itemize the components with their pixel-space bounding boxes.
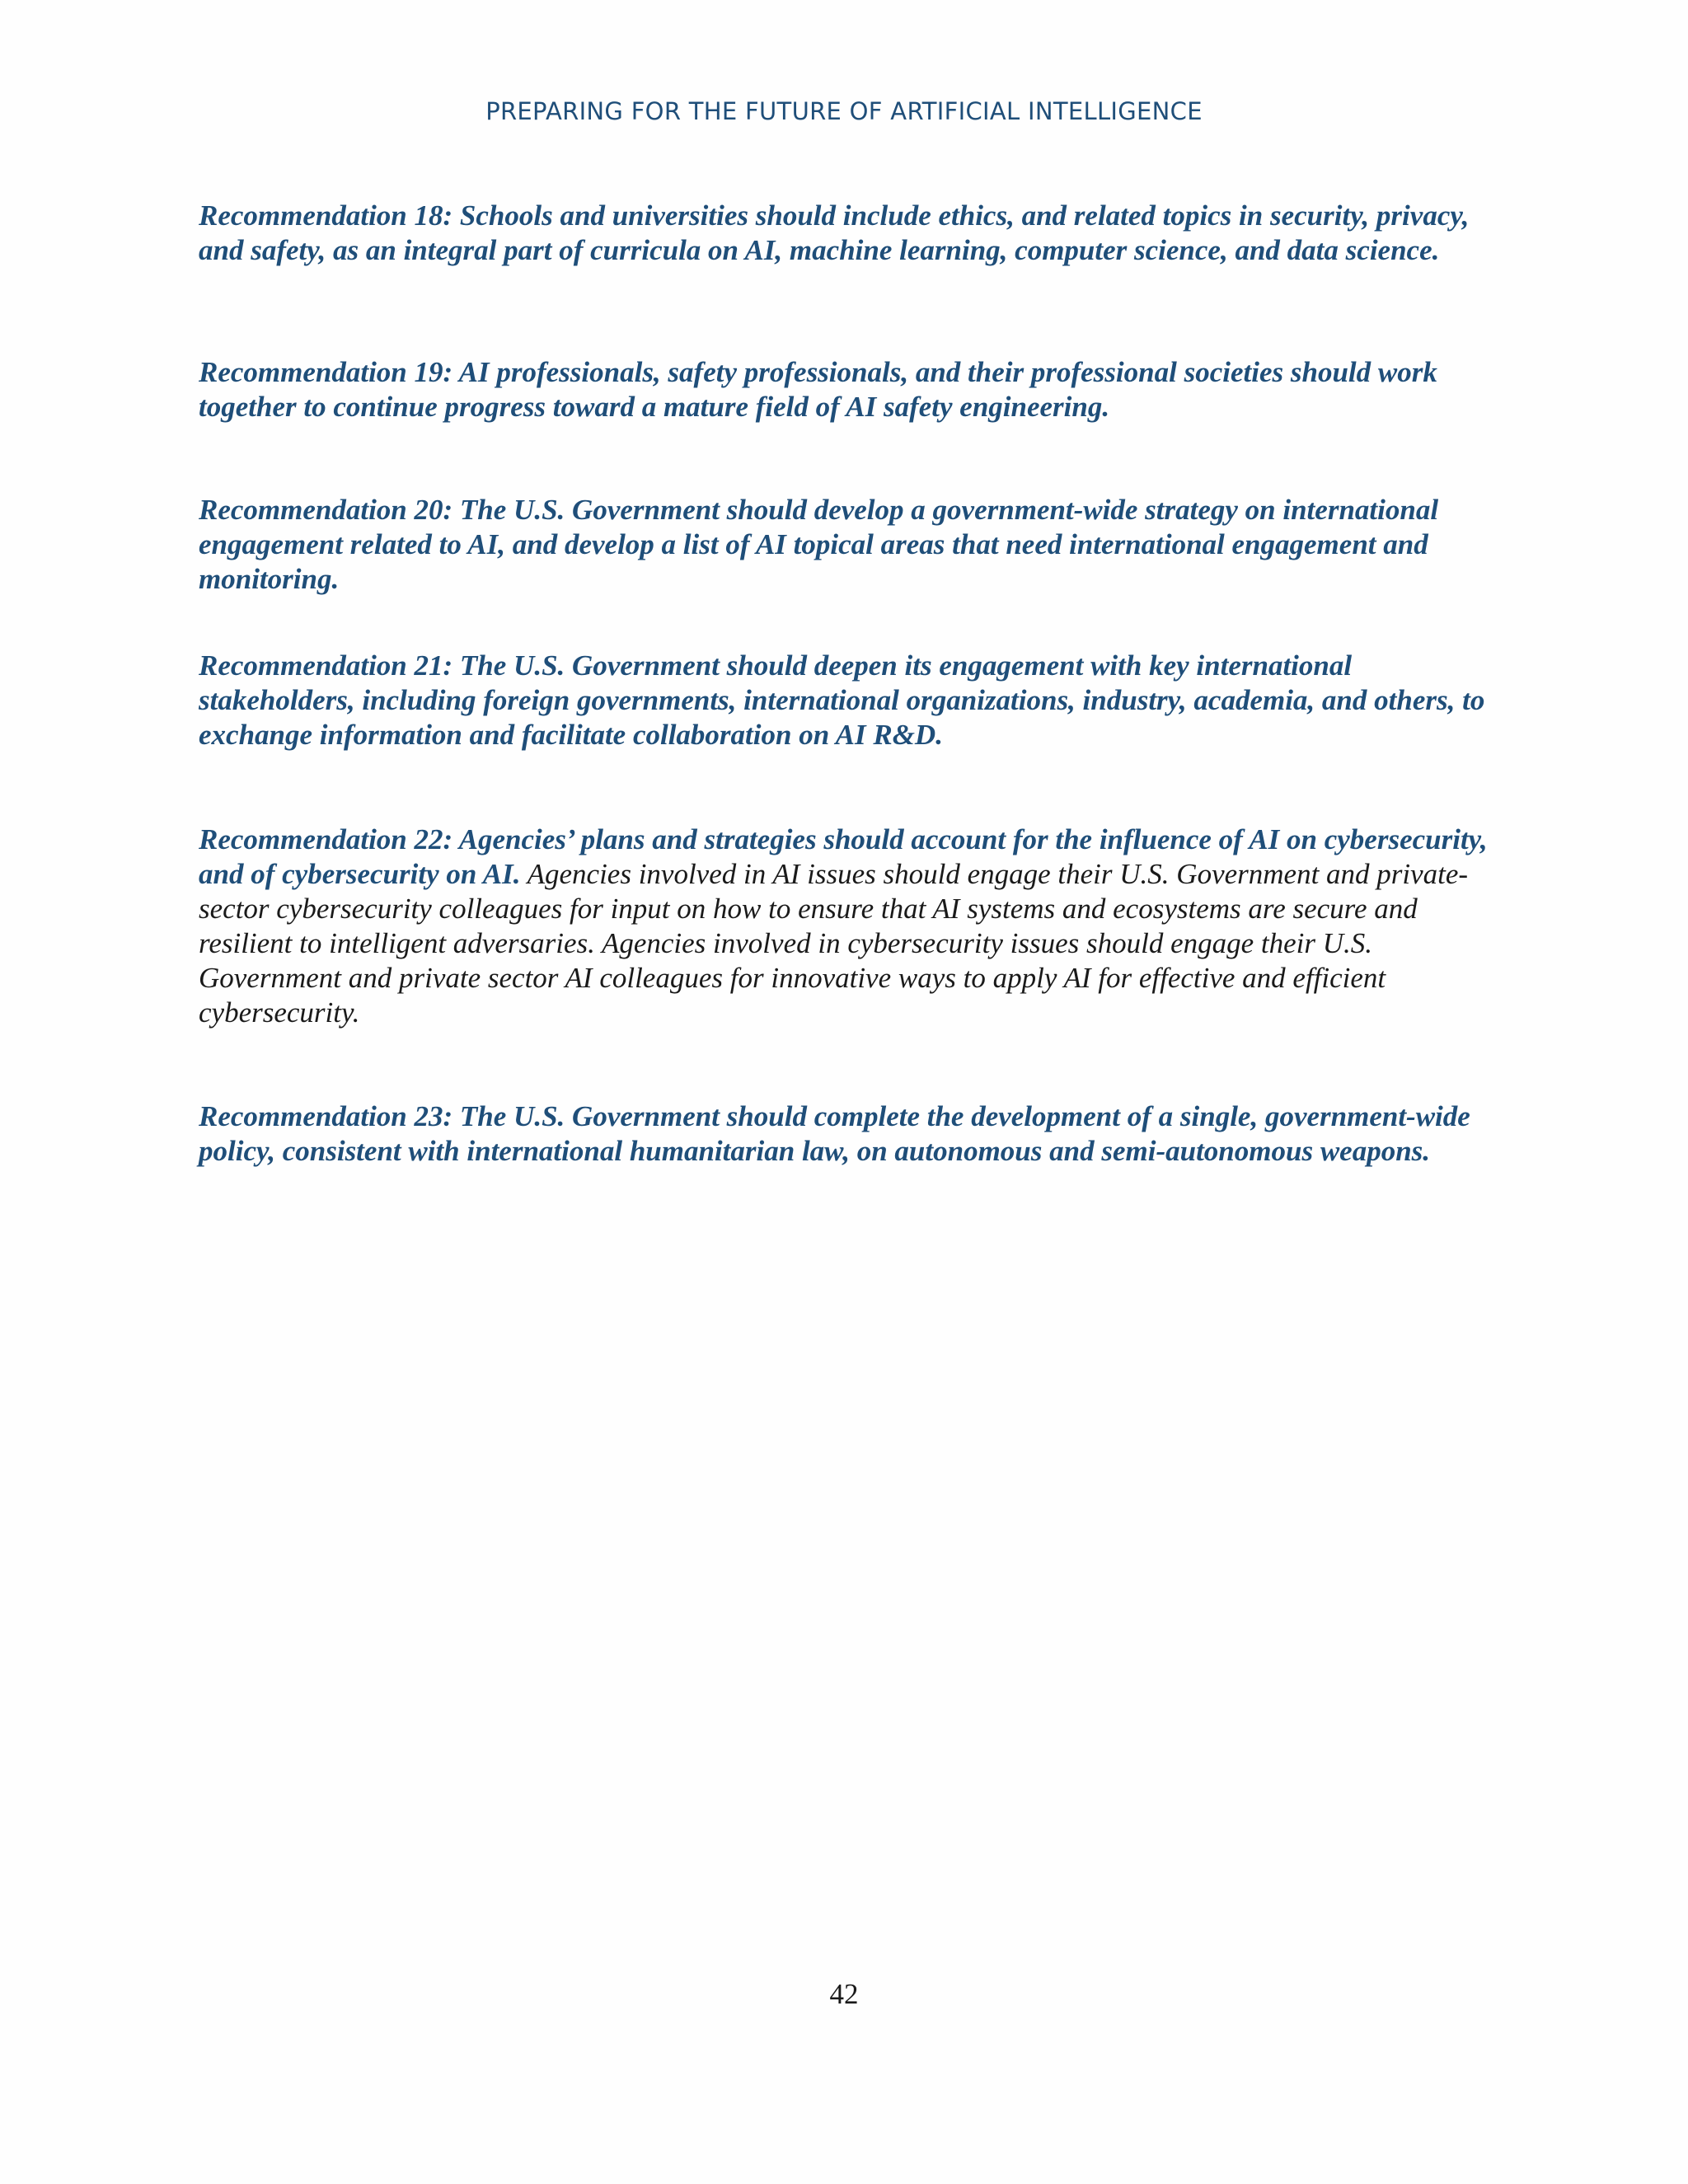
recommendation-21: [199, 649, 1493, 752]
recommendation-20: [199, 493, 1493, 597]
recommendation-18-text: Recommendation 18: Schools and universities should include ethics, and related topics in security, privacy, and safety, as an integral part of curricula on AI, machine learning, computer science, and data science.: [199, 199, 1470, 266]
recommendation-20-text: Recommendation 20: The U.S. Government should develop a government-wide strategy on international engagement related to AI, and develop a list of AI topical areas that need international engagement and monitoring.: [199, 494, 1439, 595]
running-header: PREPARING FOR THE FUTURE OF ARTIFICIAL INTELLIGENCE: [485, 97, 1203, 125]
recommendation-19: [199, 355, 1493, 424]
recommendation-21-text: Recommendation 21: The U.S. Government should deepen its engagement with key international stakeholders, including foreign governments, international organizations, industry, academia, and others, to exchange information and facilitate collaboration on AI R&D.: [199, 649, 1485, 751]
recommendation-22-text: Recommendation 22: Agencies’ plans and strategies should account for the influence of AI on cybersecurity, and of cybersecurity on AI.: [199, 823, 1488, 890]
page-number: 42: [829, 1978, 859, 2010]
recommendation-23-text: Recommendation 23: The U.S. Government should complete the development of a single, government-wide policy, consistent with international humanitarian law, on autonomous and semi-autonomous weapons.: [199, 1100, 1470, 1167]
recommendation-19-text: Recommendation 19: AI professionals, safety professionals, and their professional societies should work together to continue progress toward a mature field of AI safety engineering.: [199, 356, 1437, 423]
recommendation-18: [199, 199, 1493, 268]
recommendation-22-body: Agencies involved in AI issues should engage their U.S. Government and private-sector cybersecurity colleagues for input on how to ensure that AI systems and ecosystems are secure and resilient to intelligent adversaries. Agencies involved in cybersecurity issues should engage their U.S. Government and private sector AI colleagues for innovative ways to apply AI for effective and efficient cybersecurity.: [199, 858, 1469, 1029]
recommendation-22: [199, 823, 1493, 1030]
recommendation-23: [199, 1099, 1493, 1169]
